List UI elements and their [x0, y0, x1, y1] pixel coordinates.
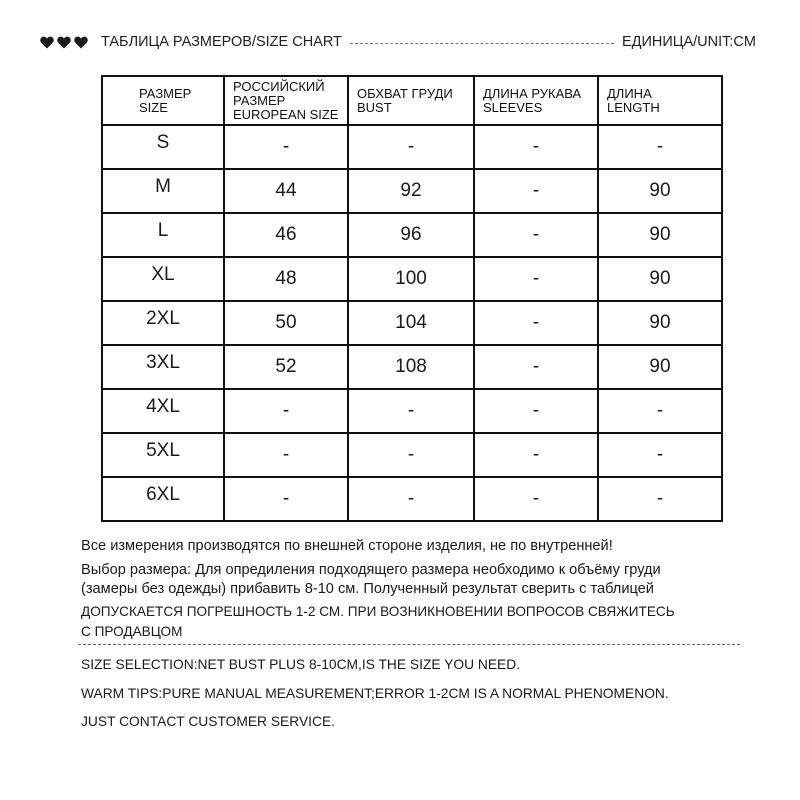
size-cell	[102, 169, 224, 213]
cell-value: -	[532, 444, 540, 465]
cell-value: -	[282, 400, 290, 421]
value-cell	[474, 213, 598, 257]
size-label: XL	[151, 264, 175, 285]
cell-value: -	[656, 136, 664, 157]
table-row	[102, 345, 722, 389]
table-row	[102, 477, 722, 521]
cell-value: 44	[275, 180, 297, 201]
header-cell-line: РАЗМЕР	[233, 92, 286, 108]
cell-value: 50	[275, 312, 297, 333]
header-cell-line: SIZE	[139, 99, 168, 115]
value-cell	[348, 389, 474, 433]
tolerance-note-line1: ДОПУСКАЕТСЯ ПОГРЕШНОСТЬ 1-2 СМ. ПРИ ВОЗНИКНОВЕНИИ ВОПРОСОВ СВЯЖИТЕСЬ	[81, 604, 675, 619]
value-cell	[598, 389, 722, 433]
value-cell	[348, 169, 474, 213]
value-cell	[474, 433, 598, 477]
notes-block	[81, 537, 761, 639]
cell-value: -	[532, 400, 540, 421]
header-cell	[348, 76, 474, 125]
cell-value: 90	[649, 180, 671, 201]
size-label: L	[157, 220, 169, 241]
cell-value: -	[282, 136, 290, 157]
header-cell	[102, 76, 224, 125]
size-label: S	[156, 132, 170, 153]
value-cell	[348, 433, 474, 477]
header-cell-line: ДЛИНА	[607, 85, 652, 101]
header-cell	[224, 76, 348, 125]
measure-note: Все измерения производятся по внешней стороне изделия, не по внутренней!	[81, 538, 613, 554]
value-cell	[348, 257, 474, 301]
size-cell	[102, 301, 224, 345]
table-row	[102, 169, 722, 213]
value-cell	[598, 345, 722, 389]
size-label: 6XL	[146, 484, 180, 505]
cell-value: -	[407, 136, 415, 157]
cell-value: -	[532, 268, 540, 289]
heart-icon	[74, 36, 88, 49]
header-cell-line: РАЗМЕР	[139, 85, 192, 101]
value-cell	[474, 301, 598, 345]
selection-note-line1: Выбор размера: Для опредиления подходящего размера необходимо к объёму груди	[81, 562, 661, 578]
cell-value: 90	[649, 356, 671, 377]
cell-value: 108	[395, 356, 427, 377]
size-cell	[102, 257, 224, 301]
header-cell	[598, 76, 722, 125]
value-cell	[474, 389, 598, 433]
cell-value: 52	[275, 356, 297, 377]
value-cell	[474, 125, 598, 169]
cell-value: 90	[649, 268, 671, 289]
value-cell	[598, 477, 722, 521]
chart-header	[40, 31, 756, 53]
table-row	[102, 389, 722, 433]
table-row	[102, 301, 722, 345]
cell-value: -	[532, 180, 540, 201]
cell-value: -	[407, 488, 415, 509]
cell-value: 46	[275, 224, 297, 245]
cell-value: -	[656, 400, 664, 421]
cell-value: -	[282, 444, 290, 465]
chart-title: ТАБЛИЦА РАЗМЕРОВ/SIZE CHART	[101, 34, 342, 50]
size-label: 4XL	[146, 396, 180, 417]
cell-value: -	[532, 312, 540, 333]
table-row	[102, 213, 722, 257]
tolerance-note-line2: С ПРОДАВЦОМ	[81, 624, 183, 639]
value-cell	[224, 257, 348, 301]
cell-value: 48	[275, 268, 297, 289]
value-cell	[598, 257, 722, 301]
header-cell-line: LENGTH	[607, 99, 660, 115]
unit-label: ЕДИНИЦА/UNIT:CM	[621, 34, 756, 50]
table-row	[102, 125, 722, 169]
cell-value: 100	[395, 268, 427, 289]
value-cell	[474, 257, 598, 301]
header-cell-line: EUROPEAN SIZE	[233, 106, 339, 122]
size-label: M	[155, 176, 171, 197]
cell-value: 104	[395, 312, 427, 333]
header-cell-line: BUST	[357, 99, 392, 115]
cell-value: -	[407, 444, 415, 465]
value-cell	[224, 477, 348, 521]
value-cell	[598, 213, 722, 257]
cell-value: -	[656, 444, 664, 465]
cell-value: 96	[400, 224, 422, 245]
value-cell	[348, 213, 474, 257]
size-cell	[102, 433, 224, 477]
header-cell-line: ОБХВАТ ГРУДИ	[357, 85, 453, 101]
size-label: 3XL	[146, 352, 180, 373]
cell-value: -	[532, 488, 540, 509]
value-cell	[598, 169, 722, 213]
value-cell	[224, 301, 348, 345]
cell-value: 90	[649, 224, 671, 245]
cell-value: -	[532, 356, 540, 377]
size-cell	[102, 125, 224, 169]
hearts-decoration	[40, 36, 91, 49]
value-cell	[474, 477, 598, 521]
value-cell	[224, 169, 348, 213]
cell-value: -	[532, 136, 540, 157]
value-cell	[224, 213, 348, 257]
cell-value: -	[282, 488, 290, 509]
en-size-selection: SIZE SELECTION:NET BUST PLUS 8-10CM,IS THE SIZE YOU NEED.	[81, 657, 521, 672]
selection-note-line2: (замеры без одежды) прибавить 8-10 см. Полученный результат сверить с таблицей	[81, 581, 654, 597]
en-warm-tips: WARM TIPS:PURE MANUAL MEASUREMENT;ERROR 1-2CM IS A NORMAL PHENOMENON.	[81, 686, 669, 701]
table-row	[102, 257, 722, 301]
value-cell	[348, 125, 474, 169]
cell-value: 92	[400, 180, 422, 201]
cell-value: -	[532, 224, 540, 245]
size-cell	[102, 213, 224, 257]
heart-icon	[40, 36, 54, 49]
table-row	[102, 433, 722, 477]
cell-value: -	[407, 400, 415, 421]
dashed-separator	[78, 644, 740, 645]
value-cell	[224, 389, 348, 433]
value-cell	[224, 433, 348, 477]
size-chart-table	[101, 75, 723, 522]
heart-icon	[57, 36, 71, 49]
size-label: 2XL	[146, 308, 180, 329]
header-cell-line: РОССИЙСКИЙ	[233, 78, 325, 94]
cell-value: -	[656, 488, 664, 509]
value-cell	[474, 345, 598, 389]
cell-value: 90	[649, 312, 671, 333]
size-label: 5XL	[146, 440, 180, 461]
size-cell	[102, 477, 224, 521]
value-cell	[348, 301, 474, 345]
header-cell-line: ДЛИНА РУКАВА	[483, 85, 582, 101]
en-contact: JUST CONTACT CUSTOMER SERVICE.	[81, 714, 336, 729]
value-cell	[224, 345, 348, 389]
value-cell	[224, 125, 348, 169]
header-cell	[474, 76, 598, 125]
size-cell	[102, 389, 224, 433]
value-cell	[598, 433, 722, 477]
header-dashed-line	[350, 43, 614, 44]
header-cell-line: SLEEVES	[483, 99, 543, 115]
size-cell	[102, 345, 224, 389]
value-cell	[474, 169, 598, 213]
value-cell	[598, 301, 722, 345]
value-cell	[348, 345, 474, 389]
value-cell	[348, 477, 474, 521]
value-cell	[598, 125, 722, 169]
table-header-row	[102, 76, 722, 125]
